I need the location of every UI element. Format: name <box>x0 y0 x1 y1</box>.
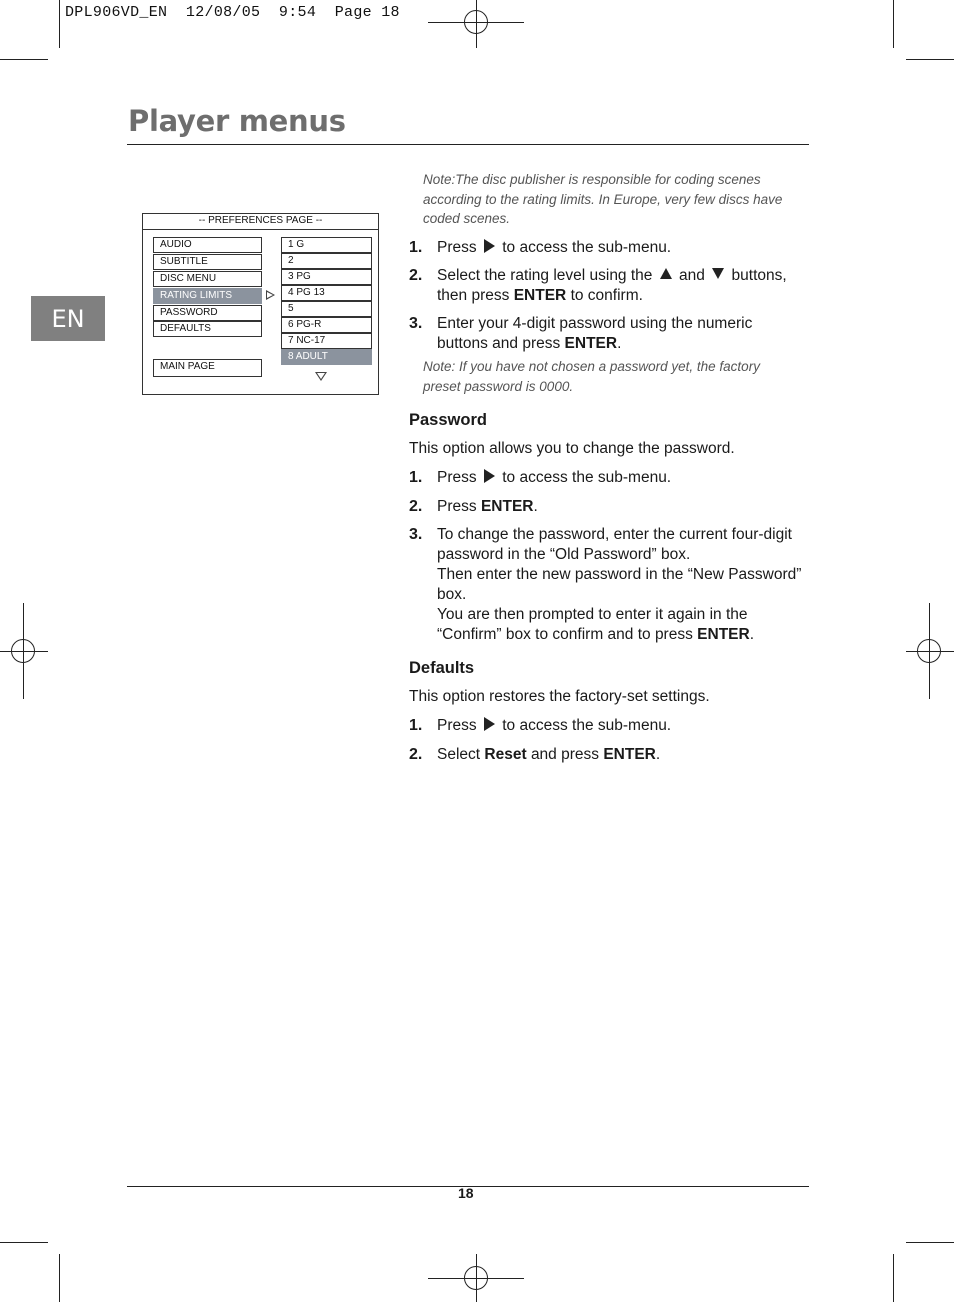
menu-item-rating-limits: RATING LIMITS <box>153 288 262 304</box>
menu-header: -- PREFERENCES PAGE -- <box>143 214 378 230</box>
scroll-down-arrow-icon <box>315 372 327 381</box>
menu-item-password: PASSWORD <box>153 305 262 321</box>
page-number: 18 <box>458 1185 474 1201</box>
password-default-note: Note: If you have not chosen a password yet, the factory preset password is 0000. <box>423 359 760 394</box>
menu-item-main-page: MAIN PAGE <box>153 359 262 377</box>
rating-item: 2 <box>281 253 372 269</box>
submenu-arrow-icon <box>266 290 275 300</box>
defaults-intro: This option restores the factory-set settings. <box>409 688 710 705</box>
rating-item: 1 G <box>281 237 372 253</box>
rating-item: 3 PG <box>281 269 372 285</box>
menu-item-disc-menu: DISC MENU <box>153 271 262 287</box>
right-arrow-icon <box>484 717 495 731</box>
page-title: Player menus <box>128 104 346 138</box>
rating-item: 4 PG 13 <box>281 285 372 301</box>
password-heading: Password <box>409 411 487 429</box>
print-header: DPL906VD_EN 12/08/05 9:54 Page 18 <box>65 4 400 21</box>
rating-note: Note:The disc publisher is responsible for coding scenes according to the rating limits. In Europe, very few discs have coded scenes. <box>423 172 783 226</box>
title-divider <box>127 144 809 145</box>
rating-item: 5 <box>281 301 372 317</box>
language-tab: EN <box>31 296 105 341</box>
up-arrow-icon <box>660 268 672 279</box>
password-intro: This option allows you to change the password. <box>409 440 735 457</box>
menu-item-subtitle: SUBTITLE <box>153 254 262 270</box>
defaults-heading: Defaults <box>409 659 475 677</box>
right-arrow-icon <box>484 469 495 483</box>
menu-item-audio: AUDIO <box>153 237 262 253</box>
rating-item-selected: 8 ADULT <box>281 349 372 365</box>
down-arrow-icon <box>712 268 724 279</box>
preferences-menu-illustration <box>142 213 379 395</box>
rating-item: 6 PG-R <box>281 317 372 333</box>
menu-item-defaults: DEFAULTS <box>153 321 262 337</box>
right-arrow-icon <box>484 239 495 253</box>
rating-item: 7 NC-17 <box>281 333 372 349</box>
